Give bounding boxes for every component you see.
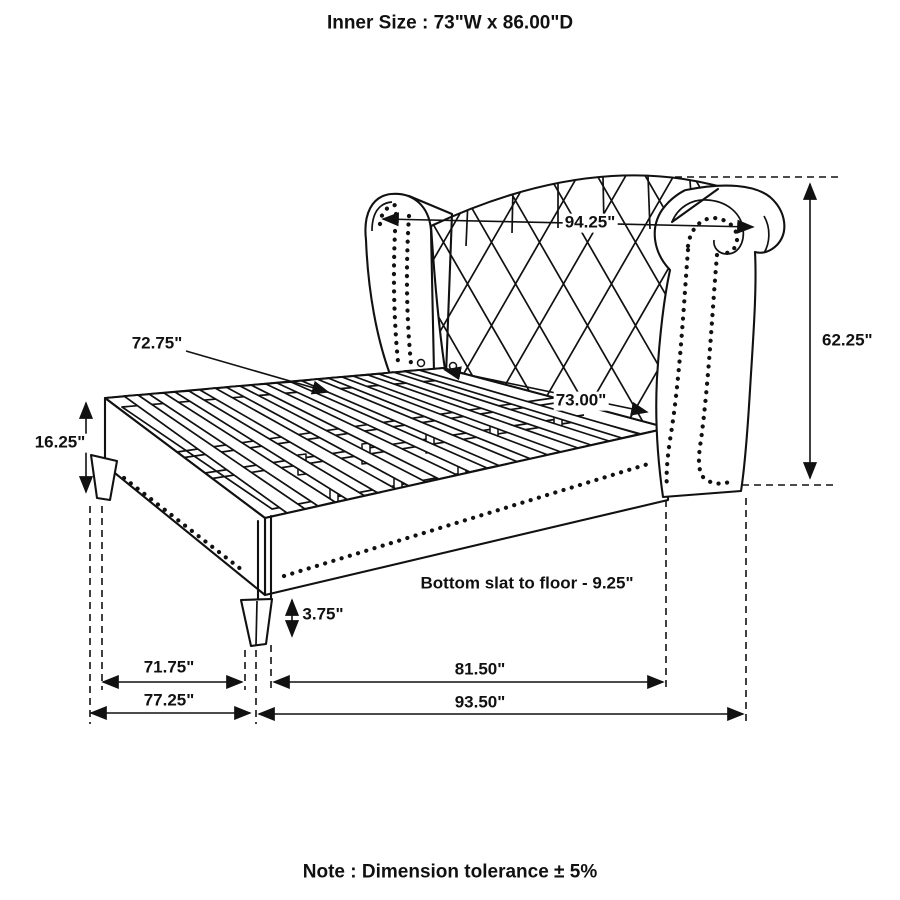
dim-foot-leg-height: 3.75": [302, 604, 344, 624]
page-title: Inner Size : 73"W x 86.00"D: [326, 12, 574, 34]
dim-outer-length: 93.50": [454, 692, 506, 712]
dim-foot-inner-width: 71.75": [143, 657, 195, 677]
dim-slat-area-width: 72.75": [131, 333, 183, 353]
dim-inner-width: 73.00": [555, 390, 607, 410]
dim-foot-outer-width: 77.25": [143, 690, 195, 710]
footer-note: Note : Dimension tolerance ± 5%: [302, 861, 598, 883]
bottom-slat-note: Bottom slat to floor - 9.25": [420, 573, 634, 593]
back-leg: [91, 455, 117, 500]
dim-inner-length: 81.50": [454, 659, 506, 679]
dim-headboard-width: 94.25": [564, 212, 616, 232]
dim-frame-height: 16.25": [34, 432, 86, 452]
headboard-right-wing: [655, 186, 785, 497]
dim-headboard-height: 62.25": [822, 330, 873, 350]
